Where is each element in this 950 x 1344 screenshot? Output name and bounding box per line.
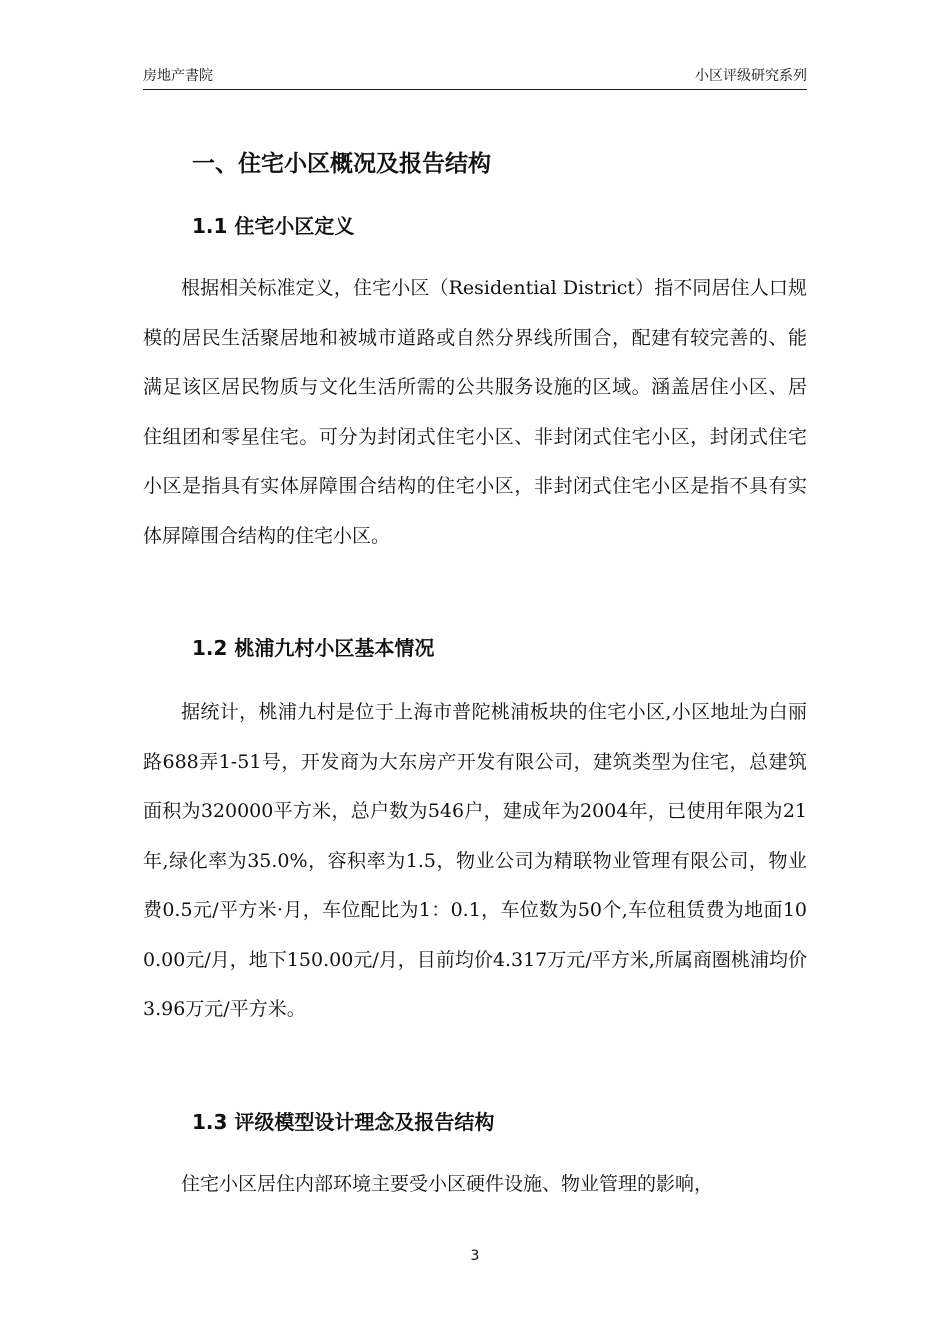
- subsection-heading-1-2: 1.2 桃浦九村小区基本情况: [192, 636, 435, 660]
- paragraph-model-design: 住宅小区居住内部环境主要受小区硬件设施、物业管理的影响，: [181, 1173, 714, 1195]
- page-number: 3: [470, 1248, 480, 1264]
- page-header: [143, 66, 807, 90]
- header-left-title: 房地产書院: [143, 68, 213, 84]
- header-right-title: 小区评级研究系列: [695, 68, 807, 84]
- paragraph-definition: 根据相关标准定义，住宅小区（Residential District）指不同居住人口规模的居民生活聚居地和被城市道路或自然分界线所围合，配建有较完善的、能满足该区居民物质与文化生活所需的公共服务设施的区域。涵盖居住小区、居住组团和零星住宅。可分为封闭式住宅小区、非封闭式住宅小区，封闭式住宅小区是指具有实体屏障围合结构的住宅小区，非封闭式住宅小区是指不具有实体屏障围合结构的住宅小区。: [143, 277, 807, 547]
- section-heading: 一、住宅小区概况及报告结构: [192, 151, 491, 177]
- paragraph-basic-info: 据统计，桃浦九村是位于上海市普陀桃浦板块的住宅小区,小区地址为白丽路688弄1-51号，开发商为大东房产开发有限公司，建筑类型为住宅，总建筑面积为320000平方米，总户数为546户，建成年为2004年，已使用年限为21年,绿化率为35.0%，容积率为1.5，物业公司为精联物业管理有限公司，物业费0.5元/平方米·月，车位配比为1：0.1，车位数为50个,车位租赁费为地面100.00元/月，地下150.00元/月，目前均价4.317万元/平方米,所属商圈桃浦均价3.96万元/平方米。: [143, 701, 807, 1020]
- subsection-heading-1-3: 1.3 评级模型设计理念及报告结构: [192, 1110, 495, 1134]
- subsection-heading-1-1: 1.1 住宅小区定义: [192, 214, 355, 238]
